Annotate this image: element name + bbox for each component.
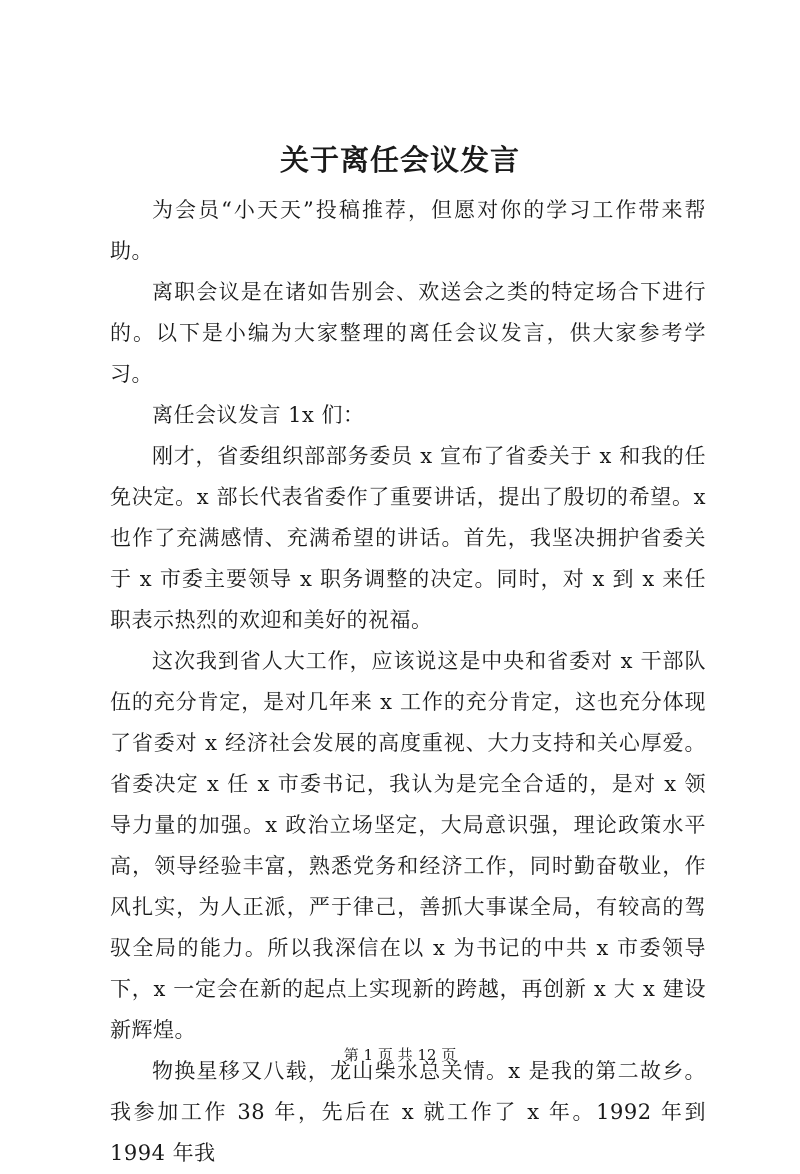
paragraph-body: 这次我到省人大工作，应该说这是中央和省委对 x 干部队伍的充分肯定，是对几年来 x 工作的充分肯定，这也充分体现了省委对 x 经济社会发展的高度重视、大力支持和关心厚爱。省委决定 x 任 x 市委书记，我认为是完全合适的，是对 x 领导力量的加强。x 政治立场坚定，大局意识强，理论政策水平高，领导经验丰富，熟悉党务和经济工作，同时勤奋敬业，作风扎实，为人正派，严于律己，善抓大事谋全局，有较高的驾驭全局的能力。所以我深信在以 x 为书记的中共 x 市委领导下，x 一定会在新的起点上实现新的跨越，再创新 x 大 x 建设新辉煌。 xyxy=(110,649,706,1042)
paragraph-body: 刚才，省委组织部部务委员 x 宣布了省委关于 x 和我的任免决定。x 部长代表省委作了重要讲话，提出了殷切的希望。x 也作了充满感情、充满希望的讲话。首先，我坚决拥护省委关于 x 市委主要领导 x 职务调整的决定。同时，对 x 到 x 来任职表示热烈的欢迎和美好的祝福。 xyxy=(110,444,706,632)
paragraph-intro: 为会员“小天天”投稿推荐，但愿对你的学习工作带来帮助。 xyxy=(110,198,706,263)
document-title: 关于离任会议发言 xyxy=(279,143,520,177)
paragraph-body: 物换星移又八载，龙山柴水总关情。x 是我的第二故乡。我参加工作 38 年，先后在 x 就工作了 x 年。1992 年到 1994 年我 xyxy=(110,1059,706,1165)
paragraph-heading: 离任会议发言 1x 们： xyxy=(152,403,365,427)
page-footer: 第 1 页 共 12 页 xyxy=(343,1046,457,1064)
document-body xyxy=(110,190,706,1174)
paragraph-description: 离职会议是在诸如告别会、欢送会之类的特定场合下进行的。以下是小编为大家整理的离任会议发言，供大家参考学习。 xyxy=(110,280,706,386)
